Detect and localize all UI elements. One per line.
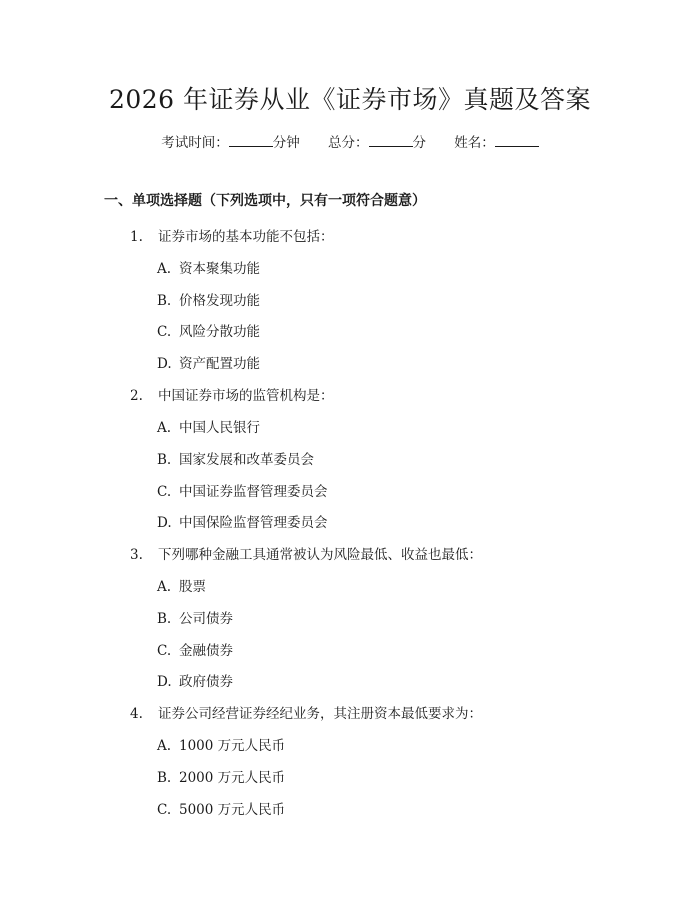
score-unit: 分 <box>412 135 426 151</box>
exam-meta <box>0 131 700 151</box>
option-3c[interactable] <box>157 639 233 659</box>
option-text: 金融债券 <box>179 643 233 659</box>
question-text: 中国证券市场的监管机构是： <box>158 388 334 404</box>
option-letter: B. <box>157 770 172 786</box>
option-3b[interactable] <box>157 607 233 627</box>
option-text: 价格发现功能 <box>179 293 260 309</box>
option-text: 资产配置功能 <box>179 356 260 372</box>
section-title: 一、单项选择题（下列选项中，只有一项符合题意） <box>104 193 426 209</box>
option-text: 中国人民银行 <box>179 420 260 436</box>
question-number: 2. <box>130 388 143 404</box>
option-text: 资本聚集功能 <box>179 261 260 277</box>
question-text: 证券市场的基本功能不包括： <box>158 229 334 245</box>
name-blank[interactable] <box>495 134 539 147</box>
exam-time <box>161 135 300 151</box>
question-1 <box>130 225 334 245</box>
option-letter: B. <box>157 293 172 309</box>
option-text: 2000 万元人民币 <box>179 770 286 786</box>
option-4c[interactable] <box>157 798 285 818</box>
option-text: 风险分散功能 <box>179 324 260 340</box>
exam-score <box>328 135 426 151</box>
option-2a[interactable] <box>157 416 260 436</box>
option-letter: D. <box>157 515 172 531</box>
question-number: 3. <box>130 547 143 563</box>
name-label: 姓名： <box>454 135 495 151</box>
option-text: 政府债券 <box>179 674 233 690</box>
option-text: 国家发展和改革委员会 <box>179 452 314 468</box>
question-text: 下列哪种金融工具通常被认为风险最低、收益也最低： <box>158 547 482 563</box>
option-letter: D. <box>157 356 172 372</box>
question-number: 4. <box>130 706 143 722</box>
option-letter: A. <box>157 420 172 436</box>
option-text: 中国保险监督管理委员会 <box>179 515 328 531</box>
option-1b[interactable] <box>157 289 260 309</box>
time-unit: 分钟 <box>272 135 300 151</box>
option-letter: D. <box>157 674 172 690</box>
score-blank[interactable] <box>369 134 413 147</box>
option-2c[interactable] <box>157 480 328 500</box>
document-title: 2026 年证券从业《证券市场》真题及答案 <box>108 85 592 114</box>
option-letter: A. <box>157 579 172 595</box>
option-text: 1000 万元人民币 <box>179 738 286 754</box>
option-4a[interactable] <box>157 734 285 754</box>
time-blank[interactable] <box>229 134 273 147</box>
option-letter: C. <box>157 484 172 500</box>
option-letter: C. <box>157 324 172 340</box>
time-label: 考试时间： <box>161 135 229 151</box>
option-2b[interactable] <box>157 448 314 468</box>
option-text: 公司债券 <box>179 611 233 627</box>
option-letter: C. <box>157 802 172 818</box>
option-letter: A. <box>157 261 172 277</box>
option-letter: B. <box>157 452 172 468</box>
option-1c[interactable] <box>157 320 260 340</box>
option-3d[interactable] <box>157 670 233 690</box>
option-text: 股票 <box>179 579 206 595</box>
question-3 <box>130 543 482 563</box>
option-1d[interactable] <box>157 352 260 372</box>
question-4 <box>130 702 482 722</box>
option-3a[interactable] <box>157 575 206 595</box>
question-2 <box>130 384 334 404</box>
option-letter: C. <box>157 643 172 659</box>
option-letter: A. <box>157 738 172 754</box>
option-2d[interactable] <box>157 511 328 531</box>
option-letter: B. <box>157 611 172 627</box>
question-text: 证券公司经营证券经纪业务，其注册资本最低要求为： <box>158 706 482 722</box>
option-4b[interactable] <box>157 766 285 786</box>
option-text: 5000 万元人民币 <box>179 802 286 818</box>
exam-name <box>454 135 539 151</box>
option-1a[interactable] <box>157 257 260 277</box>
option-text: 中国证券监督管理委员会 <box>179 484 328 500</box>
question-number: 1. <box>130 229 143 245</box>
score-label: 总分： <box>328 135 369 151</box>
